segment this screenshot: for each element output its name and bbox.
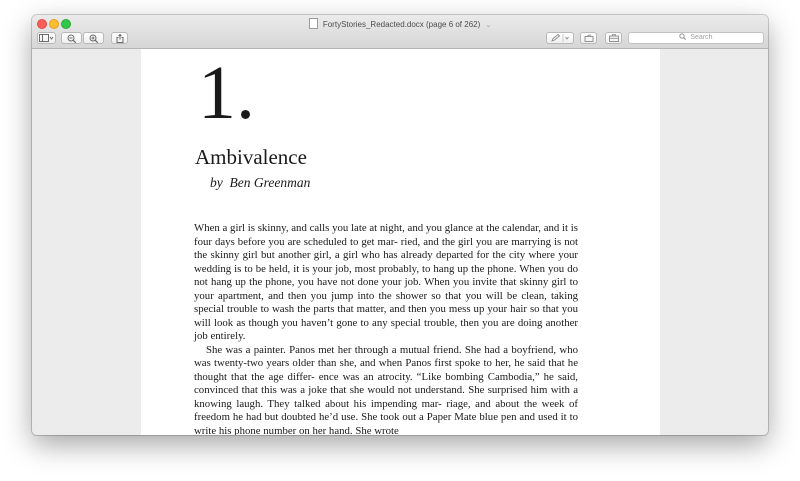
chapter-number: 1.	[198, 51, 255, 135]
zoom-out-icon	[67, 34, 77, 43]
zoom-out-button[interactable]	[61, 32, 82, 44]
rotate-button[interactable]	[580, 32, 597, 44]
share-icon	[116, 34, 124, 43]
search-icon	[679, 33, 686, 40]
share-button[interactable]	[111, 32, 128, 44]
search-placeholder: Search	[690, 34, 713, 41]
paragraph-2: She was a painter. Panos met her through a mutual friend. She had a boyfriend, who was twenty-two years older than she, and when Panos first spoke to her, he said that he thought that the age differ- ence was an atrocity. “Like bombing Cambodia,” he said, convinced that this was a joke that she would not understand. She surprised him with a knowing laugh. They talked about his impending mar- riage, and about the week of freedom he had but doubted he’d use. She took out a Paper Mate blue pen and used it to write his phone number on her hand. She wrote	[194, 343, 578, 435]
toolbox-icon	[609, 34, 619, 42]
document-page[interactable]	[141, 49, 660, 435]
pen-icon	[549, 34, 571, 42]
zoom-in-button[interactable]	[83, 32, 104, 44]
chevron-down-icon: ⌄	[485, 22, 492, 29]
story-text	[194, 222, 578, 435]
toolbox-button[interactable]	[605, 32, 622, 44]
byline: by Ben Greenman	[210, 175, 311, 190]
preview-window	[32, 15, 768, 435]
search-field[interactable]	[628, 32, 764, 44]
sidebar-toggle-button[interactable]	[37, 32, 56, 44]
zoom-in-icon	[89, 34, 99, 43]
chapter-title: Ambivalence	[195, 145, 307, 169]
document-icon	[309, 18, 318, 29]
rotate-icon	[584, 34, 594, 42]
sidebar-icon	[39, 34, 54, 42]
title-bar	[32, 15, 768, 49]
paragraph-1: When a girl is skinny, and calls you late at night, and you glance at the calendar, and it is four days before you are scheduled to get mar- ried, and the girl you are marrying is not the skinny girl but another girl, a girl who has already departed for the city where your wedding is to be held, it is your job, most probably, to hang up the phone. When you do not hang up the phone, you have not done your job. When you invite that skinny girl to your apartment, and then you jump into the shower so that you will be clean, taking special trouble to wash the parts that matter, and then you mess up your hair so that you will look as though you haven’t gone to any special trouble, then you are doing another job entirely.	[194, 222, 578, 342]
markup-button[interactable]	[546, 32, 574, 44]
document-viewer[interactable]	[32, 49, 768, 435]
window-title-area[interactable]	[32, 18, 768, 30]
window-title: FortyStories_Redacted.docx (page 6 of 262)	[322, 20, 481, 29]
